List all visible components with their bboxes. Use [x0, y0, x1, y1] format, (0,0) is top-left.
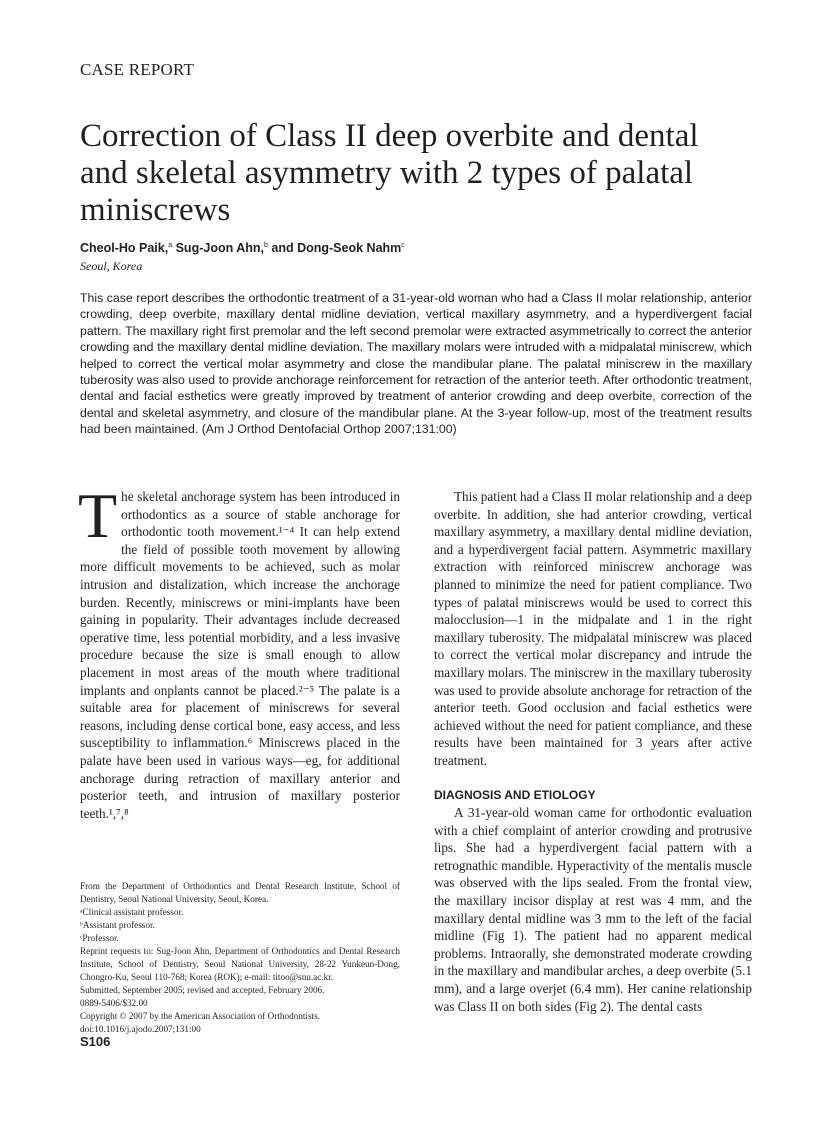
author-affiliation-mark: a: [168, 241, 173, 249]
author-name: Sug-Joon Ahn,: [172, 241, 265, 255]
footnote-author-b: ᵇAssistant professor.: [80, 920, 155, 930]
footnote-author-c: ᶜProfessor.: [80, 933, 119, 943]
section-heading-diagnosis: DIAGNOSIS AND ETIOLOGY: [434, 787, 596, 802]
footnote-copyright: Copyright © 2007 by the American Association of Orthodontists.: [80, 1011, 320, 1021]
author-name: Cheol-Ho Paik,: [80, 241, 169, 255]
abstract: This case report describes the orthodontic treatment of a 31-year-old woman who had a Class II molar relationship, anterior crowding, deep overbite, maxillary dental midline deviation, vertical maxillary asymmetry, and a hyperdivergent facial pattern. The maxillary right first premolar and the left second premolar were extracted asymmetrically to correct the anterior crowding and the maxillary dental midline deviation. The maxillary molars were intruded with a midpalatal miniscrew, which helped to correct the vertical molar asymmetry and close the mandibular plane. The palatal miniscrew in the maxillary tuberosity was also used to provide anchorage reinforcement for retraction of the anterior teeth. After orthodontic treatment, dental and facial esthetics were greatly improved by treatment of anterior crowding and deep overbite, correction of the dental and skeletal asymmetry, and closure of the mandibular plane. At the 3-year follow-up, most of the treatment results had been maintained. (Am J Orthod Dentofacial Orthop 2007;131:00): [80, 291, 752, 437]
footnote-dates: Submitted, September 2005; revised and accepted, February 2006.: [80, 985, 325, 995]
footnote-issn: 0889-5406/$32.00: [80, 998, 148, 1008]
author-affiliation-mark: c: [401, 241, 405, 249]
intro-text: he skeletal anchorage system has been introduced in orthodontics as a source of stable anchorage for orthodontic tooth movement.¹⁻⁴ It can help extend the field of possible tooth movement by allowing more difficult movements to be achieved, such as molar intrusion and distalization, which increase the anchorage burden. Recently, miniscrews or mini-implants have been gaining in popularity. Their advantages include decreased operative time, less potential morbidity, and a less invasive procedure because the size is small enough to allow placement in most areas of the mouth where traditional implants and onplants cannot be placed.²⁻⁵ The palate is a suitable area for placement of miniscrews for several reasons, including dense cortical bone, easy access, and less susceptibility to inflammation.⁶ Miniscrews placed in the palate have been used in various ways—eg, for additional anchorage during retraction of maxillary anterior and posterior teeth, and intrusion of maxillary posterior teeth.¹,⁷,⁸: [80, 489, 400, 821]
author-name: and Dong-Seok Nahm: [267, 241, 402, 255]
article-title: Correction of Class II deep overbite and dental and skeletal asymmetry with 2 types of palatal miniscrews: [80, 118, 699, 228]
section-label: CASE REPORT: [80, 60, 195, 79]
left-column: [78, 480, 400, 822]
footnotes: [80, 880, 400, 1036]
drop-cap: T: [78, 480, 118, 551]
intro-paragraph: [78, 480, 400, 822]
right-column: [434, 488, 752, 1015]
body-paragraph: A 31-year-old woman came for orthodontic evaluation with a chief complaint of anterior crowding and protrusive lips. She had a hyperdivergent facial pattern with a retrognathic mandible. Hyperactivity of the mentalis muscle was observed with the lips sealed. From the frontal view, the maxillary incisor display at rest was 4 mm, and the maxillary dental midline was 3 mm to the left of the facial midline (Fig 1). The patient had no apparent medical problems. Intraorally, she demonstrated moderate crowding in the maxillary and mandibular arches, a deep overbite (5.1 mm), and a large overjet (6.4 mm). Her canine relationship was Class II on both sides (Fig 2). The dental casts: [434, 805, 752, 1014]
body-paragraph: This patient had a Class II molar relationship and a deep overbite. In addition, she had anterior crowding, vertical maxillary asymmetry, a maxillary dental midline deviation, and a hyperdivergent facial pattern. Asymmetric maxillary extraction with reinforced miniscrew anchorage was planned to minimize the need for patient compliance. Two types of palatal miniscrews would be used to correct this malocclusion—1 in the midpalate and 1 in the right maxillary tuberosity. The midpalatal miniscrew was placed to correct the vertical molar discrepancy and intrude the maxillary molars. The miniscrew in the maxillary tuberosity was used to provide absolute anchorage for retraction of the anterior teeth. Good occlusion and facial esthetics were achieved without the need for patient compliance, and these results have been maintained for 3 years after active treatment.: [434, 489, 752, 768]
page-number: S106: [80, 1034, 111, 1049]
author-list: [80, 241, 405, 255]
footnote-reprint: Reprint requests to: Sug-Joon Ahn, Department of Orthodontics and Dental Research Institute, School of Dentistry, Seoul National University, 28-22 Yunkeun-Dong, Chongro-Ku, Seoul 110-768; Korea (ROK); e-mail: titoo@snu.ac.kr.: [80, 946, 400, 982]
footnote-author-a: ᵃClinical assistant professor.: [80, 907, 184, 917]
footnote-affiliation: From the Department of Orthodontics and Dental Research Institute, School of Dentistry, Seoul National University, Seoul, Korea.: [80, 881, 400, 904]
author-affiliation-mark: b: [264, 241, 268, 249]
footnote-doi: doi:10.1016/j.ajodo.2007;131:00: [80, 1024, 201, 1034]
author-location: Seoul, Korea: [80, 259, 143, 273]
